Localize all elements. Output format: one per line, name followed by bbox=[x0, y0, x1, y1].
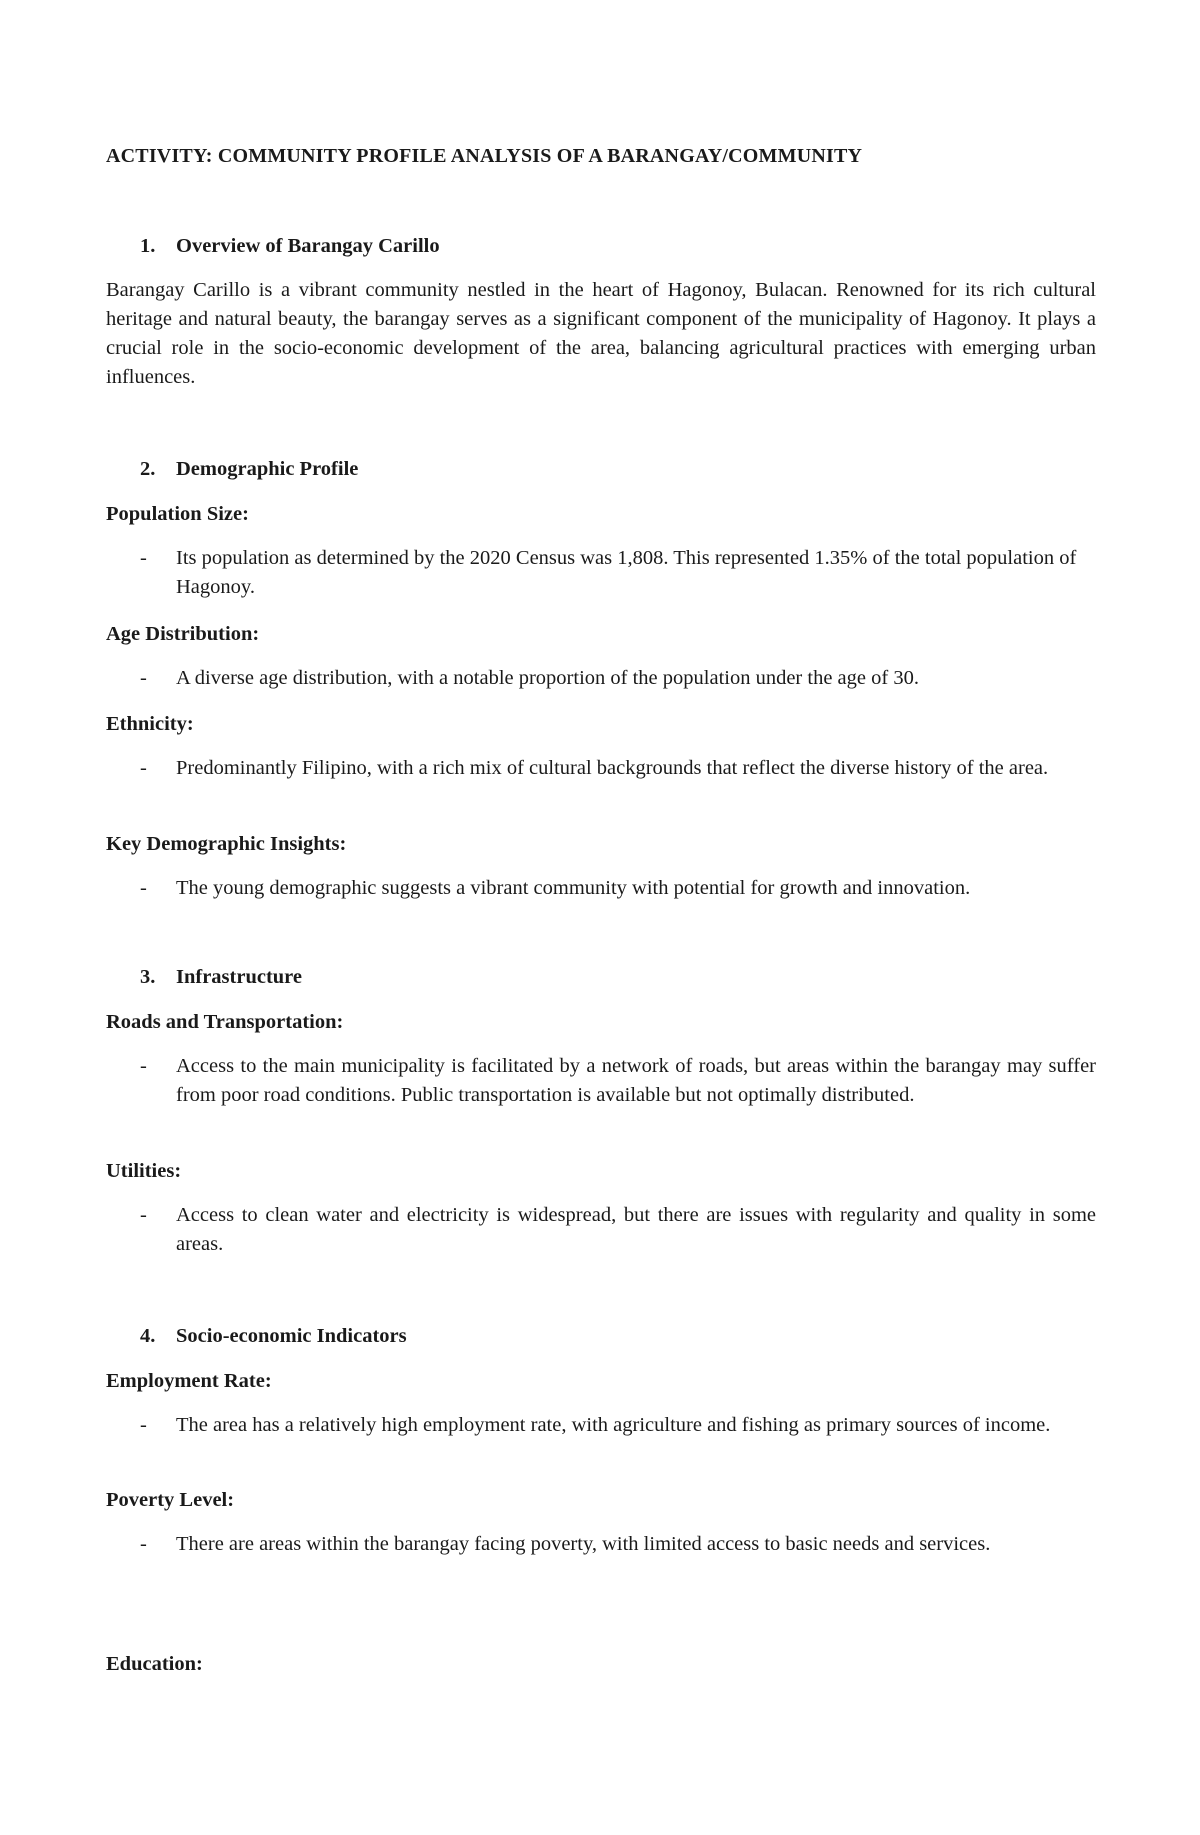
section-number: 4. bbox=[140, 1325, 156, 1347]
subheading-age-distribution: Age Distribution: bbox=[106, 623, 260, 645]
bullet-text: There are areas within the barangay facing poverty, with limited access to basic needs and services. bbox=[176, 1533, 991, 1555]
overview-paragraph: Barangay Carillo is a vibrant community nestled in the heart of Hagonoy, Bulacan. Renowned for its rich cultural heritage and natural beauty, the barangay serves as a significant component of the municipality of Hagonoy. It plays a crucial role in the socio-economic development of the area, balancing agricultural practices with emerging urban influences. bbox=[106, 279, 1096, 388]
subheading-poverty-level: Poverty Level: bbox=[106, 1489, 235, 1511]
bullet-marker: - bbox=[140, 1204, 147, 1226]
bullet-text: Its population as determined by the 2020 Census was 1,808. This represented 1.35% of the total population of Hagonoy. bbox=[176, 547, 1077, 598]
section-heading-infrastructure bbox=[140, 963, 302, 992]
subheading-utilities: Utilities: bbox=[106, 1160, 182, 1182]
subheading-roads: Roads and Transportation: bbox=[106, 1011, 344, 1033]
bullet-marker: - bbox=[140, 667, 147, 689]
list-item bbox=[106, 1052, 1096, 1110]
list-item bbox=[106, 544, 1096, 602]
bullet-marker: - bbox=[140, 877, 147, 899]
page-title: ACTIVITY: COMMUNITY PROFILE ANALYSIS OF A BARANGAY/COMMUNITY bbox=[106, 145, 863, 167]
list-item bbox=[106, 1201, 1096, 1259]
bullet-text: The young demographic suggests a vibrant community with potential for growth and innovation. bbox=[176, 877, 971, 899]
section-heading-demographic bbox=[140, 455, 358, 484]
section-heading-overview bbox=[140, 232, 440, 261]
subheading-employment-rate: Employment Rate: bbox=[106, 1370, 272, 1392]
subheading-population-size: Population Size: bbox=[106, 503, 249, 525]
bullet-marker: - bbox=[140, 1414, 147, 1436]
subheading-education: Education: bbox=[106, 1653, 203, 1675]
bullet-text: Access to clean water and electricity is widespread, but there are issues with regularity and quality in some areas. bbox=[176, 1204, 1096, 1255]
section-title: Infrastructure bbox=[176, 966, 303, 988]
list-item bbox=[106, 1530, 1096, 1559]
section-title: Overview of Barangay Carillo bbox=[176, 235, 440, 257]
bullet-text: A diverse age distribution, with a notable proportion of the population under the age of 30. bbox=[176, 667, 919, 689]
list-item bbox=[106, 754, 1096, 783]
list-item bbox=[106, 1411, 1096, 1440]
list-item bbox=[106, 664, 1096, 693]
subheading-ethnicity: Ethnicity: bbox=[106, 713, 194, 735]
section-heading-socio-economic bbox=[140, 1322, 407, 1351]
section-number: 2. bbox=[140, 458, 156, 480]
section-title: Demographic Profile bbox=[176, 458, 359, 480]
section-title: Socio-economic Indicators bbox=[176, 1325, 407, 1347]
bullet-marker: - bbox=[140, 1533, 147, 1555]
bullet-text: Access to the main municipality is facilitated by a network of roads, but areas within the barangay may suffer from poor road conditions. Public transportation is available but not optimally distributed. bbox=[176, 1055, 1096, 1106]
bullet-text: The area has a relatively high employment rate, with agriculture and fishing as primary sources of income. bbox=[176, 1414, 1051, 1436]
section-number: 3. bbox=[140, 966, 156, 988]
bullet-marker: - bbox=[140, 1055, 147, 1077]
bullet-marker: - bbox=[140, 757, 147, 779]
section-number: 1. bbox=[140, 235, 156, 257]
subheading-key-insights: Key Demographic Insights: bbox=[106, 833, 347, 855]
list-item bbox=[106, 874, 1096, 903]
bullet-marker: - bbox=[140, 547, 147, 569]
bullet-text: Predominantly Filipino, with a rich mix of cultural backgrounds that reflect the diverse history of the area. bbox=[176, 757, 1049, 779]
